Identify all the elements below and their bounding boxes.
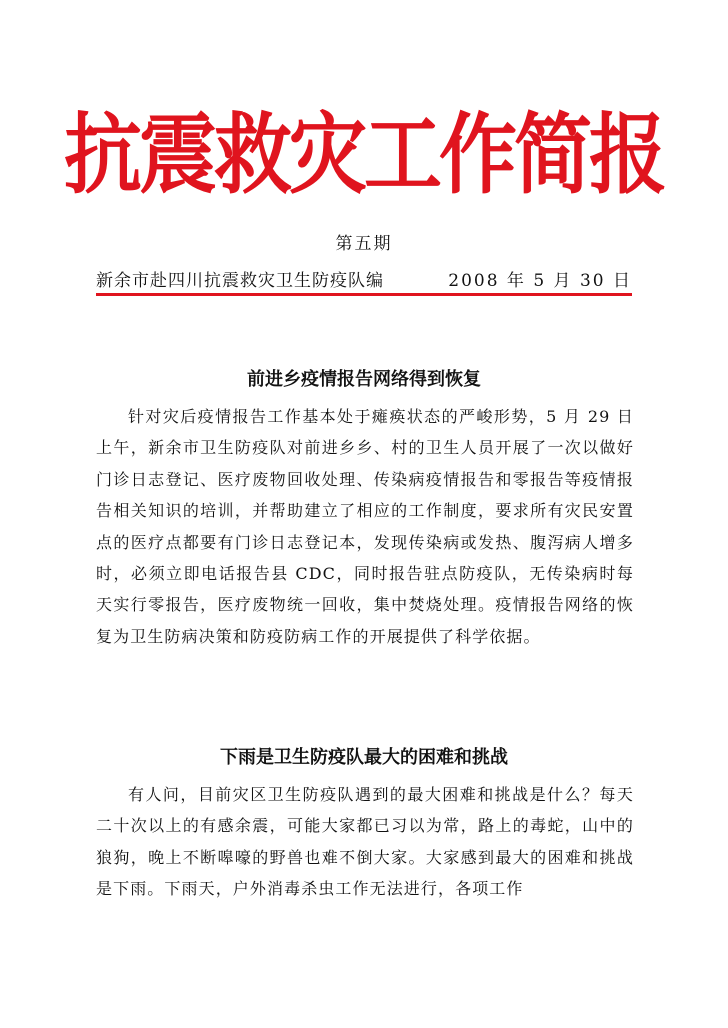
article-title: 前进乡疫情报告网络得到恢复 — [247, 369, 481, 390]
byline-row — [96, 268, 632, 294]
masthead-title: 抗震救灾工作简报 — [63, 104, 664, 207]
issue-date: 2008 年 5 月 30 日 — [448, 271, 632, 291]
article-body: 有人问，目前灾区卫生防疫队遇到的最大困难和挑战是什么？每天二十次以上的有感余震，可能大家都已习以为常，路上的毒蛇，山中的狼狗，晚上不断嗥嚎的野兽也难不倒大家。大家感到最大的困难和挑战是下雨。下雨天，户外消毒杀虫工作无法进行，各项工作 — [96, 785, 634, 899]
article-body: 针对灾后疫情报告工作基本处于瘫痪状态的严峻形势，5 月 29 日上午，新余市卫生防疫队对前进乡乡、村的卫生人员开展了一次以做好门诊日志登记、医疗废物回收处理、传染病疫情报告和零报告等疫情报告相关知识的培训，并帮助建立了相应的工作制度，要求所有灾民安置点的医疗点都要有门诊日志登记本，发现传染病或发热、腹泻病人增多时，必须立即电话报告县 CDC，同时报告驻点防疫队，无传染病时每天实行零报告，医疗废物统一回收，集中焚烧处理。疫情报告网络的恢复为卫生防病决策和防疫防病工作的开展提供了科学依据。 — [96, 407, 634, 646]
header-divider — [96, 293, 632, 296]
issue-number: 第五期 — [335, 234, 393, 254]
editor-line: 新余市赴四川抗震救灾卫生防疫队编 — [96, 271, 384, 291]
article-title: 下雨是卫生防疫队最大的困难和挑战 — [220, 747, 508, 768]
